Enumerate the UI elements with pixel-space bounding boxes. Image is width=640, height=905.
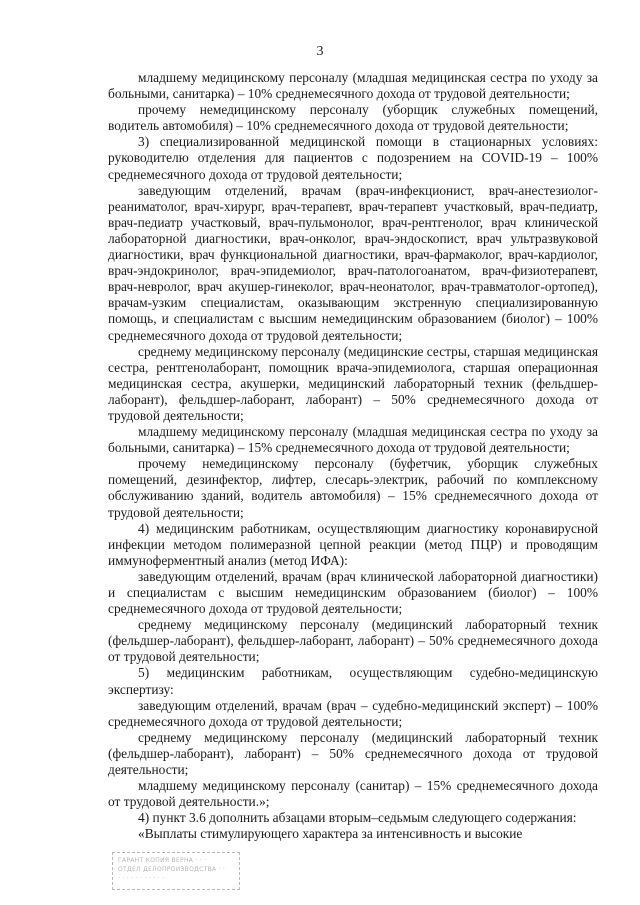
paragraph: прочему немедицинскому персоналу (уборщик служебных помещений, водитель автомобиля) – 10% среднемесячного дохода от трудовой деятельности; [108,102,598,134]
paragraph: заведующим отделений, врачам (врач – судебно-медицинский эксперт) – 100% среднемесячного дохода от трудовой деятельности; [108,697,598,729]
stamp-line: ГАРАНТ КОПИЯ ВЕРНА · · · [118,857,207,864]
paragraph: 3) специализированной медицинской помощи в стационарных условиях: руководителю отделения для пациентов с подозрением на COVID-19 – 100% среднемесячного дохода от трудовой деятельности; [108,134,598,182]
faded-stamp [112,852,240,890]
document-body [108,70,598,843]
stamp-line: · · · · · · · · · · · [118,875,165,882]
paragraph: среднему медицинскому персоналу (медицинский лабораторный техник (фельдшер-лаборант), фельдшер-лаборант, лаборант) – 50% среднемесячного дохода от трудовой деятельности; [108,617,598,665]
paragraph: заведующим отделений, врачам (врач клинической лабораторной диагностики) и специалистам с высшим немедицинским образованием (биолог) – 100% среднемесячного дохода от трудовой деятельности; [108,568,598,617]
paragraph: среднему медицинскому персоналу (медицинский лабораторный техник (фельдшер-лаборант), лаборант) – 50% среднемесячного дохода от трудовой деятельности; [108,729,598,778]
paragraph: прочему немедицинскому персоналу (буфетчик, уборщик служебных помещений, дезинфектор, лифтер, слесарь-электрик, рабочий по комплексному обслуживанию зданий, водитель автомобиля) – 15% среднемесячного дохода от трудовой деятельности; [108,456,598,520]
paragraph: 5) медицинским работникам, осуществляющим судебно-медицинскую экспертизу: [108,665,598,697]
paragraph: «Выплаты стимулирующего характера за интенсивность и высокие [138,826,523,842]
page-number: 3 [316,44,324,59]
paragraph: младшему медицинскому персоналу (санитар) – 15% среднемесячного дохода от трудовой деятельности.»; [108,778,598,810]
paragraph: среднему медицинскому персоналу (медицинские сестры, старшая медицинская сестра, рентгенолаборант, помощник врача-эпидемиолога, старшая операционная медицинская сестра, акушерки, медицинский лабораторный техник (фельдшер-лаборант), фельдшер-лаборант, лаборант) – 50% среднемесячного дохода от трудовой деятельности; [108,343,598,423]
paragraph: младшему медицинскому персоналу (младшая медицинская сестра по уходу за больными, санитарка) – 10% среднемесячного дохода от трудовой деятельности; [108,70,598,102]
paragraph: младшему медицинскому персоналу (младшая медицинская сестра по уходу за больными, санитарка) – 15% среднемесячного дохода от трудовой деятельности; [108,424,598,456]
stamp-line: ОТДЕЛ ДЕЛОПРОИЗВОДСТВА · · [118,866,226,873]
paragraph: 4) медицинским работникам, осуществляющим диагностику коронавирусной инфекции методом полимеразной цепной реакции (метод ПЦР) и проводящим иммуноферментный анализ (метод ИФА): [108,520,598,568]
paragraph: 4) пункт 3.6 дополнить абзацами вторым–седьмым следующего содержания: [138,810,577,826]
paragraph: заведующим отделений, врачам (врач-инфекционист, врач-анестезиолог-реаниматолог, врач-хирург, врач-терапевт, врач-терапевт участковый, врач-педиатр, врач-педиатр участковый, врач-пульмонолог, врач-рентгенолог, врач клинической лабораторной диагностики, врач-онколог, врач-эндоскопист, врач ультразвуковой диагностики, врач функциональной диагностики, врач-фармаколог, врач-кардиолог, врач-эндокринолог, врач-эпидемиолог, врач-патологоанатом, врач-физиотерапевт, врач-невролог, врач акушер-гинеколог, врач-неонатолог, врач-травматолог-ортопед), врачам-узким специалистам, оказывающим экстренную специализированную помощь, и специалистам с высшим немедицинским образованием (биолог) – 100% среднемесячного дохода от трудовой деятельности; [108,182,598,343]
